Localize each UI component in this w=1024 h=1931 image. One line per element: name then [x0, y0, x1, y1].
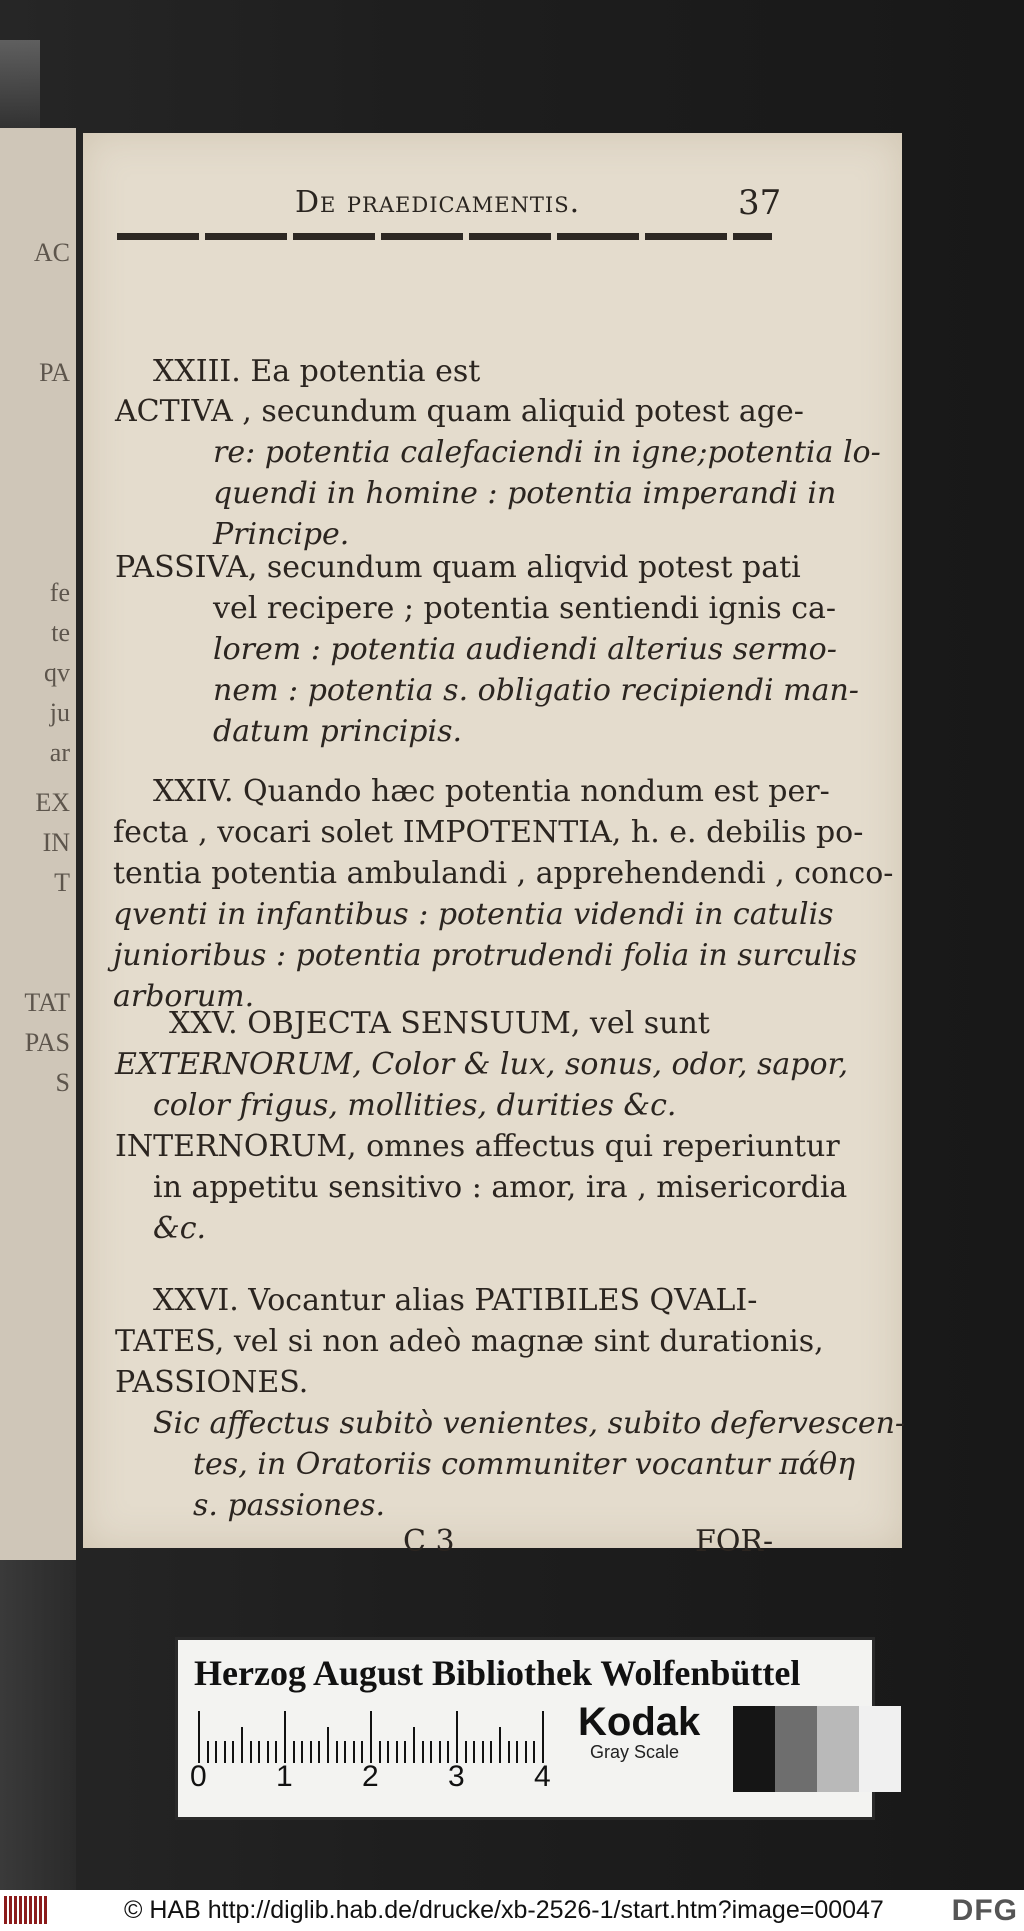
ruler-tick	[250, 1741, 252, 1763]
ruler-tick	[379, 1741, 381, 1763]
ruler-tick	[490, 1741, 492, 1763]
hab-logo-icon	[4, 1896, 48, 1924]
text-line: Sic affectus subitò venientes, subito defervescen-	[153, 1406, 906, 1441]
ruler-tick	[224, 1741, 226, 1763]
ruler-tick	[404, 1741, 406, 1763]
text-line: quendi in homine : potentia imperandi in	[213, 476, 837, 511]
text-line: PASSIONES.	[115, 1365, 309, 1400]
text-line: nem : potentia s. obligatio recipiendi man-	[213, 673, 859, 708]
text-line: EXTERNORUM, Color & lux, sonus, odor, sapor,	[115, 1047, 849, 1082]
left-page-fragment: T	[54, 868, 70, 897]
left-page-fragment: EX	[35, 788, 70, 817]
text-line: &c.	[153, 1211, 207, 1246]
ruler-tick	[344, 1741, 346, 1763]
book-binding-edge	[0, 1560, 76, 1890]
ruler-tick	[387, 1741, 389, 1763]
ruler-tick	[207, 1741, 209, 1763]
ruler-tick	[353, 1741, 355, 1763]
ruler-number: 2	[362, 1760, 379, 1793]
text-line: datum principis.	[213, 714, 463, 749]
glare-highlight	[0, 40, 40, 130]
text-line: in appetitu sensitivo : amor, ira , misericordia	[153, 1170, 848, 1205]
left-page-fragment: PAS	[24, 1028, 70, 1057]
ruler-tick	[301, 1741, 303, 1763]
text-line: fecta , vocari solet IMPOTENTIA, h. e. debilis po-	[113, 815, 864, 850]
left-page-fragment: PA	[39, 358, 70, 387]
ruler-tick	[327, 1727, 329, 1763]
left-page-fragment: S	[55, 1068, 70, 1097]
text-line: qventi in infantibus : potentia videndi in catulis	[113, 897, 834, 932]
ruler-tick	[232, 1741, 234, 1763]
ruler-tick	[508, 1741, 510, 1763]
running-header: De praedicamentis.	[295, 185, 581, 220]
ruler-number: 0	[190, 1760, 207, 1793]
ruler-tick	[198, 1711, 200, 1763]
ruler-tick	[456, 1711, 458, 1763]
text-line: Principe.	[213, 517, 350, 552]
dfg-logo: DFG	[951, 1894, 1018, 1927]
body-text	[83, 133, 906, 1559]
ruler-tick	[310, 1741, 312, 1763]
ruler-tick	[336, 1741, 338, 1763]
text-line: ACTIVA , secundum quam aliquid potest age-	[115, 394, 804, 429]
left-page-fragment: IN	[42, 828, 70, 857]
left-page-fragment: fe	[49, 578, 70, 607]
ruler-tick	[413, 1727, 415, 1763]
text-line: s. passiones.	[193, 1488, 386, 1523]
gray-swatch	[733, 1706, 775, 1792]
ruler-tick	[542, 1711, 544, 1763]
left-page-fragment: AC	[33, 238, 70, 267]
page-number: 37	[738, 183, 782, 223]
text-line: vel recipere ; potentia sentiendi ignis ca-	[213, 591, 837, 626]
text-line: XXV. OBJECTA SENSUUM, vel sunt	[169, 1006, 710, 1041]
text-line: TATES, vel si non adeò magnæ sint durationis,	[115, 1324, 824, 1359]
ruler-tick	[370, 1711, 372, 1763]
text-line: FOR-	[695, 1524, 774, 1559]
adjacent-page-edge	[0, 128, 76, 1560]
text-line: XXIV. Quando hæc potentia nondum est per-	[153, 774, 830, 809]
brand-name: Kodak	[578, 1700, 701, 1744]
left-page-fragment: TAT	[24, 988, 70, 1017]
text-line: re: potentia calefaciendi in igne;potentia lo-	[213, 435, 881, 470]
ruler-tick	[284, 1711, 286, 1763]
left-page-fragment: qv	[44, 658, 70, 687]
ruler-tick	[516, 1741, 518, 1763]
text-line: PASSIVA, secundum quam aliqvid potest pati	[115, 550, 801, 585]
gray-swatch	[859, 1706, 901, 1792]
ruler-tick	[465, 1741, 467, 1763]
brand-subtitle: Gray Scale	[590, 1742, 680, 1762]
text-line: tes, in Oratoriis communiter vocantur πάθη	[193, 1447, 856, 1482]
text-line: arborum.	[113, 979, 255, 1014]
ruler-tick	[241, 1727, 243, 1763]
text-line: C 3	[403, 1524, 455, 1559]
ruler-tick	[318, 1741, 320, 1763]
ruler-tick	[430, 1741, 432, 1763]
book-page	[83, 133, 906, 1559]
color-calibration-target	[175, 1637, 875, 1820]
ruler-tick	[258, 1741, 260, 1763]
left-page-fragment: te	[51, 618, 70, 647]
text-line: INTERNORUM, omnes affectus qui reperiuntur	[115, 1129, 840, 1164]
text-line: junioribus : potentia protrudendi folia in surculis	[113, 938, 858, 973]
left-page-fragment: ar	[49, 738, 70, 767]
ruler-tick	[482, 1741, 484, 1763]
ruler-number: 4	[534, 1760, 551, 1793]
ruler-tick	[267, 1741, 269, 1763]
ruler-tick	[525, 1741, 527, 1763]
copyright-link[interactable]: © HAB http://diglib.hab.de/drucke/xb-2526-1/start.htm?image=00047	[124, 1896, 884, 1924]
text-line: XXVI. Vocantur alias PATIBILES QVALI-	[153, 1283, 758, 1318]
left-page-fragment: ju	[49, 698, 70, 727]
ruler-tick	[473, 1741, 475, 1763]
ruler-tick	[215, 1741, 217, 1763]
institution-name: Herzog August Bibliothek Wolfenbüttel	[194, 1653, 801, 1693]
ruler-number: 3	[448, 1760, 465, 1793]
gray-swatch	[775, 1706, 817, 1792]
text-line: lorem : potentia audiendi alterius sermo-	[213, 632, 837, 667]
text-line: tentia potentia ambulandi , apprehendendi , conco-	[113, 856, 894, 891]
kodak-logo	[578, 1702, 700, 1763]
text-line: XXIII. Ea potentia est	[153, 354, 481, 389]
text-line: color frigus, mollities, durities &c.	[153, 1088, 677, 1123]
ruler-tick	[396, 1741, 398, 1763]
ruler-number: 1	[276, 1760, 293, 1793]
scale-ruler	[198, 1708, 548, 1763]
ruler-tick	[293, 1741, 295, 1763]
viewer-footer	[0, 1890, 1024, 1931]
ruler-tick	[439, 1741, 441, 1763]
ruler-tick	[499, 1727, 501, 1763]
gray-swatch	[817, 1706, 859, 1792]
ruler-tick	[422, 1741, 424, 1763]
